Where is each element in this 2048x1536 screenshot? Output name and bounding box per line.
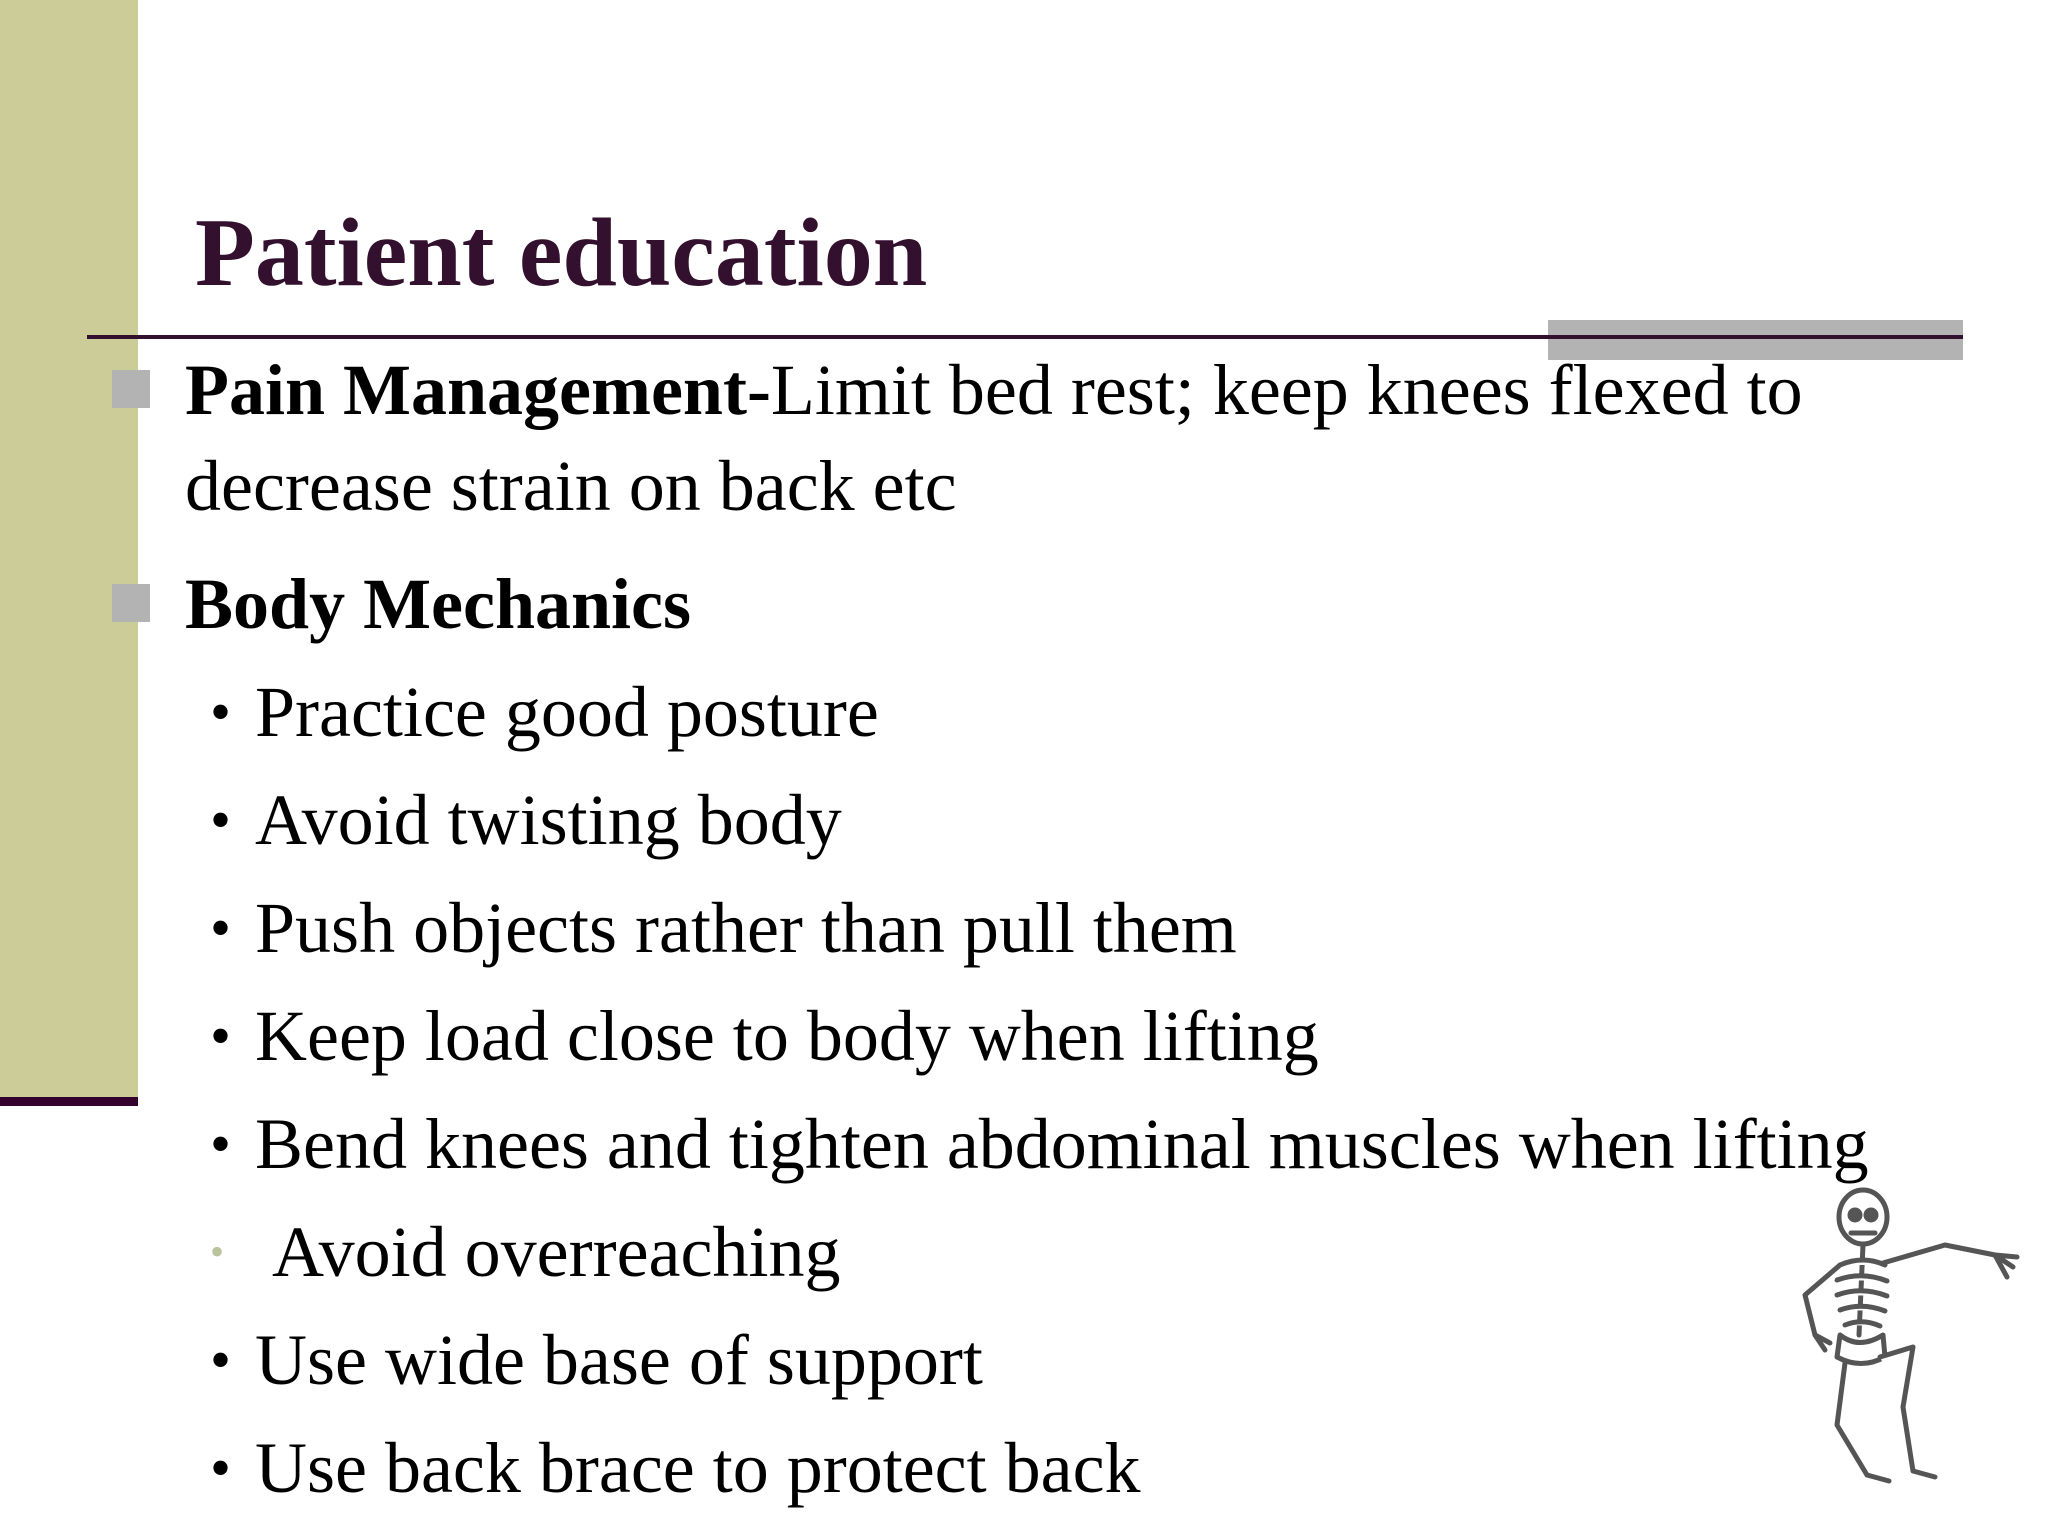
skeleton-clipart-icon [1785,1185,2030,1490]
left-band-underline [0,1097,138,1106]
dot-bullet-icon: • [210,679,232,745]
list-item-continuation: decrease strain on back etc [185,446,957,526]
dot-bullet-icon: • [210,1327,232,1393]
sub-item-text: Avoid twisting body [255,780,842,860]
dot-bullet-icon: • [210,895,232,961]
item-heading: Body Mechanics [185,564,692,644]
sub-list-item [210,1316,983,1404]
dot-bullet-icon: • [210,1435,232,1501]
left-decorative-band [0,0,138,1097]
sub-list-item [210,776,842,864]
item-text: Limit bed rest; keep knees flexed to [770,350,1803,430]
list-item-body-mechanics [185,556,691,652]
square-bullet-icon [112,370,150,408]
sub-item-text: Practice good posture [255,672,879,752]
dot-bullet-icon: • [210,1111,232,1177]
sub-list-item [210,668,879,756]
sub-list-item [210,1208,840,1296]
sub-item-text: Avoid overreaching [272,1212,841,1292]
item-heading: Pain Management- [185,350,771,430]
sub-list-item [210,992,1319,1080]
slide-title: Patient education [195,199,928,307]
title-accent-rule [1548,335,1963,339]
sub-item-text: Push objects rather than pull them [255,888,1237,968]
dot-bullet-icon: • [210,1229,225,1274]
list-item-pain-management [185,342,1803,438]
sub-list-item [210,1424,1141,1512]
sub-item-text: Bend knees and tighten abdominal muscles when lifting [255,1104,1869,1184]
sub-item-text: Use back brace to protect back [255,1428,1141,1508]
square-bullet-icon [112,584,150,622]
dot-bullet-icon: • [210,787,232,853]
sub-list-item [210,884,1237,972]
dot-bullet-icon: • [210,1003,232,1069]
sub-item-text: Keep load close to body when lifting [255,996,1319,1076]
sub-list-item [210,1100,1869,1188]
sub-item-text: Use wide base of support [255,1320,983,1400]
